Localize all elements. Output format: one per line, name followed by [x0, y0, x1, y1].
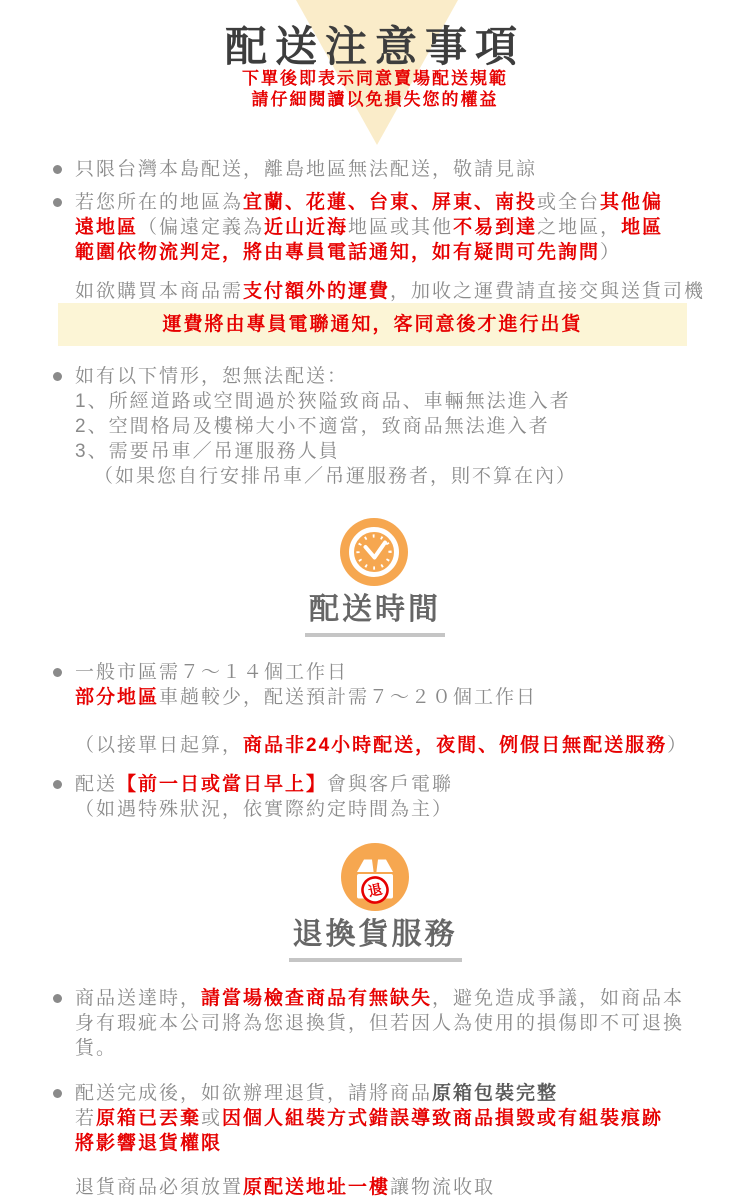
bullet-icon	[53, 165, 62, 174]
notice-item-text: 一般市區需７～１４個工作日 部分地區車趟較少，配送預計需７～２０個工作日	[75, 662, 538, 708]
section-heading-delivery-time: 配送時間	[0, 592, 750, 637]
notice-item-check-on-arrival	[75, 986, 700, 1061]
bullet-icon	[53, 198, 62, 207]
return-box-icon	[341, 843, 409, 911]
return-pickup-note	[75, 1175, 700, 1200]
page-subtitle	[0, 68, 750, 110]
subtitle-line-2: 請仔細閱讀以免損失您的權益	[251, 90, 499, 109]
clock-icon	[340, 518, 408, 586]
subtitle-line-1: 下單後即表示同意賣場配送規範	[242, 69, 508, 88]
notice-item-text: 只限台灣本島配送，離島地區無法配送，敬請見諒	[75, 159, 538, 180]
notice-item-working-days	[75, 660, 700, 710]
notice-item-remote-areas	[75, 190, 700, 265]
return-pickup-note-text: 退貨商品必須放置原配送地址一樓讓物流收取	[75, 1177, 496, 1198]
freight-highlight-banner	[58, 303, 687, 346]
notice-item-text: 若您所在的地區為宜蘭、花蓮、台東、屏東、南投或全台其他偏 遠地區（偏遠定義為近山近海地區或其他不易到達之地區，地區 範圍依物流判定，將由專員電話通知，如有疑問可先詢問）	[75, 192, 664, 263]
bullet-icon	[53, 668, 62, 677]
delivery-time-note-text: （以接單日起算，商品非24小時配送，夜間、例假日無配送服務）	[75, 735, 689, 756]
notice-item-original-packaging	[75, 1081, 700, 1156]
notice-item-text: 配送【前一日或當日早上】會與客戶電聯 （如遇特殊狀況，依實際約定時間為主）	[75, 774, 454, 820]
freight-note	[75, 279, 706, 304]
notice-item-island-only	[75, 157, 700, 182]
notice-item-text: 如有以下情形，恕無法配送： 1、所經道路或空間過於狹隘致商品、車輛無法進入者 2、空間格局及樓梯大小不適當，致商品無法進入者 3、需要吊車／吊運服務人員 （如果您自行安排吊車／吊運服務者，則不算在內）	[75, 366, 578, 487]
notice-item-text: 配送完成後，如欲辦理退貨，請將商品原箱包裝完整 若原箱已丟棄或因個人組裝方式錯誤導致商品損毀或有組裝痕跡 將影響退貨權限	[75, 1083, 664, 1154]
delivery-time-note	[75, 733, 700, 758]
notice-item-no-delivery-cases	[75, 364, 700, 489]
bullet-icon	[53, 372, 62, 381]
svg-text:退: 退	[366, 880, 384, 900]
notice-item-text: 商品送達時，請當場檢查商品有無缺失，避免造成爭議，如商品本 身有瑕疵本公司將為您退換貨，但若因人為使用的損傷即不可退換 貨。	[75, 988, 685, 1059]
page-title: 配送注意事項	[224, 23, 525, 70]
bullet-icon	[53, 1089, 62, 1098]
freight-note-text: 如欲購買本商品需支付額外的運費，加收之運費請直接交與送貨司機	[75, 281, 706, 302]
bullet-icon	[53, 994, 62, 1003]
section-heading-returns: 退換貨服務	[0, 917, 750, 962]
bullet-icon	[53, 780, 62, 789]
freight-highlight-text: 運費將由專員電聯通知，客同意後才進行出貨	[162, 314, 583, 335]
notice-item-contact-before-delivery	[75, 772, 700, 822]
